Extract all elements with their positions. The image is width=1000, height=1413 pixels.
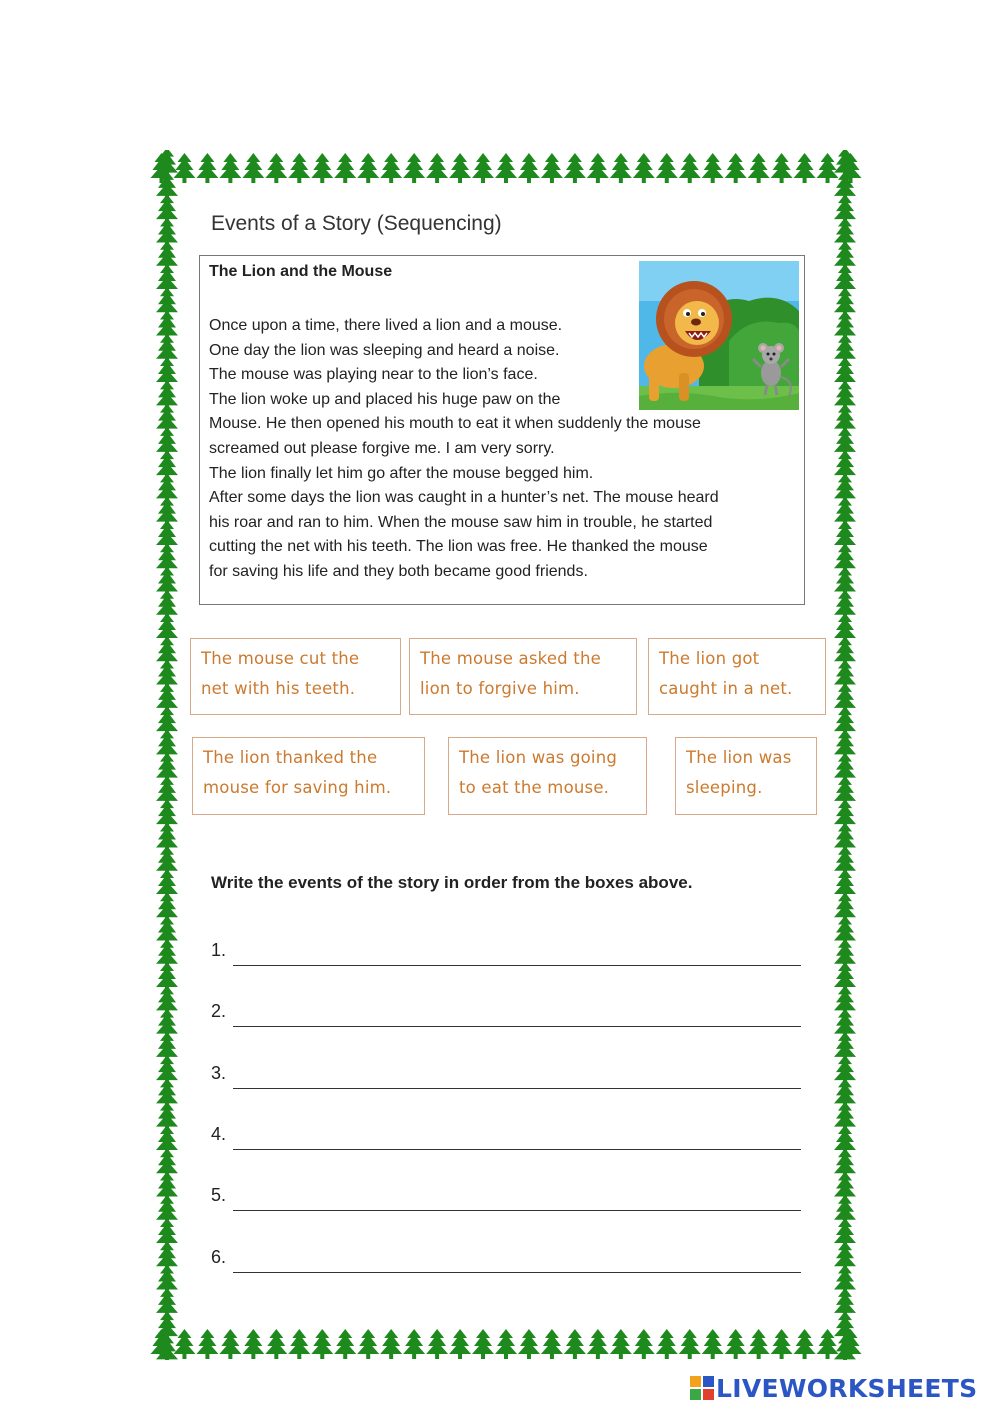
- tree-icon: [242, 153, 264, 183]
- event-box[interactable]: [409, 638, 637, 715]
- tree-icon: [403, 153, 425, 183]
- tree-icon: [610, 1329, 632, 1359]
- answer-line-2[interactable]: [211, 1001, 801, 1031]
- tree-icon: [311, 1329, 333, 1359]
- tree-icon: [656, 1329, 678, 1359]
- story-line: The mouse was playing near to the lion’s face.: [209, 366, 538, 384]
- tree-icon: [610, 153, 632, 183]
- story-line: Once upon a time, there lived a lion and a mouse.: [209, 317, 563, 334]
- tree-icon: [679, 1329, 701, 1359]
- story-line: After some days the lion was caught in a hunter’s net. The mouse heard: [209, 489, 719, 507]
- event-box[interactable]: [648, 638, 826, 715]
- answer-number: 3.: [211, 1063, 227, 1083]
- story-title: The Lion and the Mouse: [209, 263, 393, 280]
- story-line: Mouse. He then opened his mouth to eat it when suddenly the mouse: [209, 415, 701, 433]
- event-box[interactable]: [190, 638, 401, 715]
- tree-icon: [380, 153, 402, 183]
- worksheet-title: Events of a Story (Sequencing): [211, 212, 502, 235]
- answer-number: 1.: [211, 940, 227, 960]
- answer-field[interactable]: [233, 1210, 801, 1211]
- tree-icon: [156, 1334, 178, 1360]
- tree-icon: [472, 1329, 494, 1359]
- tree-icon: [219, 153, 241, 183]
- tree-icon: [834, 1334, 856, 1360]
- answer-number: 6.: [211, 1247, 227, 1267]
- liveworksheets-logo[interactable]: [690, 1372, 977, 1404]
- logo-text: LIVEWORKSHEETS: [716, 1373, 978, 1403]
- answer-field[interactable]: [233, 1088, 801, 1089]
- answer-line-1[interactable]: [211, 940, 801, 970]
- tree-border-bottom: [150, 1326, 862, 1360]
- event-line: The lion got: [659, 649, 760, 668]
- tree-icon: [449, 1329, 471, 1359]
- tree-icon: [495, 1329, 517, 1359]
- event-line: The lion was: [686, 748, 792, 767]
- tree-icon: [311, 153, 333, 183]
- event-box[interactable]: [448, 737, 647, 815]
- tree-icon: [587, 1329, 609, 1359]
- event-line: caught in a net.: [659, 679, 793, 698]
- tree-icon: [771, 1329, 793, 1359]
- tree-icon: [518, 1329, 540, 1359]
- story-line: One day the lion was sleeping and heard a noise.: [209, 341, 560, 359]
- answer-number: 4.: [211, 1124, 227, 1144]
- tree-border-left: [150, 150, 184, 1360]
- answer-field[interactable]: [233, 1272, 801, 1273]
- event-line: net with his teeth.: [201, 679, 356, 698]
- event-line: The mouse asked the: [420, 649, 601, 668]
- tree-icon: [656, 153, 678, 183]
- tree-icon: [541, 153, 563, 183]
- tree-border-top: [150, 150, 862, 184]
- tree-icon: [357, 1329, 379, 1359]
- event-box[interactable]: [192, 737, 425, 815]
- story-line: his roar and ran to him. When the mouse saw him in trouble, he started: [209, 513, 713, 531]
- tree-icon: [702, 153, 724, 183]
- event-line: The lion was going: [459, 748, 618, 767]
- story-line: screamed out please forgive me. I am very sorry.: [209, 439, 555, 457]
- tree-icon: [702, 1329, 724, 1359]
- tree-icon: [288, 1329, 310, 1359]
- instructions: Write the events of the story in order from the boxes above.: [211, 873, 693, 892]
- tree-icon: [357, 153, 379, 183]
- answer-number: 5.: [211, 1185, 227, 1205]
- tree-icon: [794, 153, 816, 183]
- answer-field[interactable]: [233, 1026, 801, 1027]
- tree-icon: [426, 153, 448, 183]
- tree-icon: [794, 1329, 816, 1359]
- tree-icon: [242, 1329, 264, 1359]
- tree-icon: [334, 1329, 356, 1359]
- event-line: to eat the mouse.: [459, 778, 610, 797]
- tree-icon: [725, 1329, 747, 1359]
- liveworksheets-logo-icon: [690, 1376, 714, 1400]
- tree-icon: [587, 153, 609, 183]
- tree-icon: [633, 1329, 655, 1359]
- tree-icon: [495, 153, 517, 183]
- tree-icon: [265, 1329, 287, 1359]
- answer-line-5[interactable]: [211, 1185, 801, 1215]
- story-line: The lion woke up and placed his huge paw on the: [209, 390, 561, 408]
- tree-icon: [541, 1329, 563, 1359]
- answer-field[interactable]: [233, 965, 801, 966]
- answer-number: 2.: [211, 1001, 227, 1021]
- tree-icon: [518, 153, 540, 183]
- tree-icon: [288, 153, 310, 183]
- tree-icon: [403, 1329, 425, 1359]
- tree-icon: [426, 1329, 448, 1359]
- tree-icon: [564, 153, 586, 183]
- answer-line-4[interactable]: [211, 1124, 801, 1154]
- tree-icon: [564, 1329, 586, 1359]
- tree-icon: [725, 153, 747, 183]
- event-line: The mouse cut the: [201, 649, 360, 668]
- tree-icon: [196, 153, 218, 183]
- tree-icon: [380, 1329, 402, 1359]
- story-line: cutting the net with his teeth. The lion was free. He thanked the mouse: [209, 538, 708, 556]
- tree-icon: [748, 153, 770, 183]
- tree-icon: [771, 153, 793, 183]
- tree-icon: [633, 153, 655, 183]
- answer-field[interactable]: [233, 1149, 801, 1150]
- tree-border-right: [828, 150, 862, 1360]
- answer-line-6[interactable]: [211, 1247, 801, 1277]
- story-line: The lion finally let him go after the mouse begged him.: [209, 464, 594, 482]
- event-line: sleeping.: [686, 778, 763, 797]
- event-line: The lion thanked the: [203, 748, 378, 767]
- tree-icon: [219, 1329, 241, 1359]
- tree-icon: [679, 153, 701, 183]
- answer-line-3[interactable]: [211, 1063, 801, 1093]
- tree-icon: [472, 153, 494, 183]
- tree-icon: [334, 153, 356, 183]
- story-line: for saving his life and they both became good friends.: [209, 562, 588, 580]
- event-line: mouse for saving him.: [203, 778, 392, 797]
- tree-icon: [449, 153, 471, 183]
- event-box[interactable]: [675, 737, 817, 815]
- tree-icon: [196, 1329, 218, 1359]
- lion-and-mouse-illustration: [639, 261, 799, 410]
- event-line: lion to forgive him.: [420, 679, 580, 698]
- tree-icon: [265, 153, 287, 183]
- tree-icon: [748, 1329, 770, 1359]
